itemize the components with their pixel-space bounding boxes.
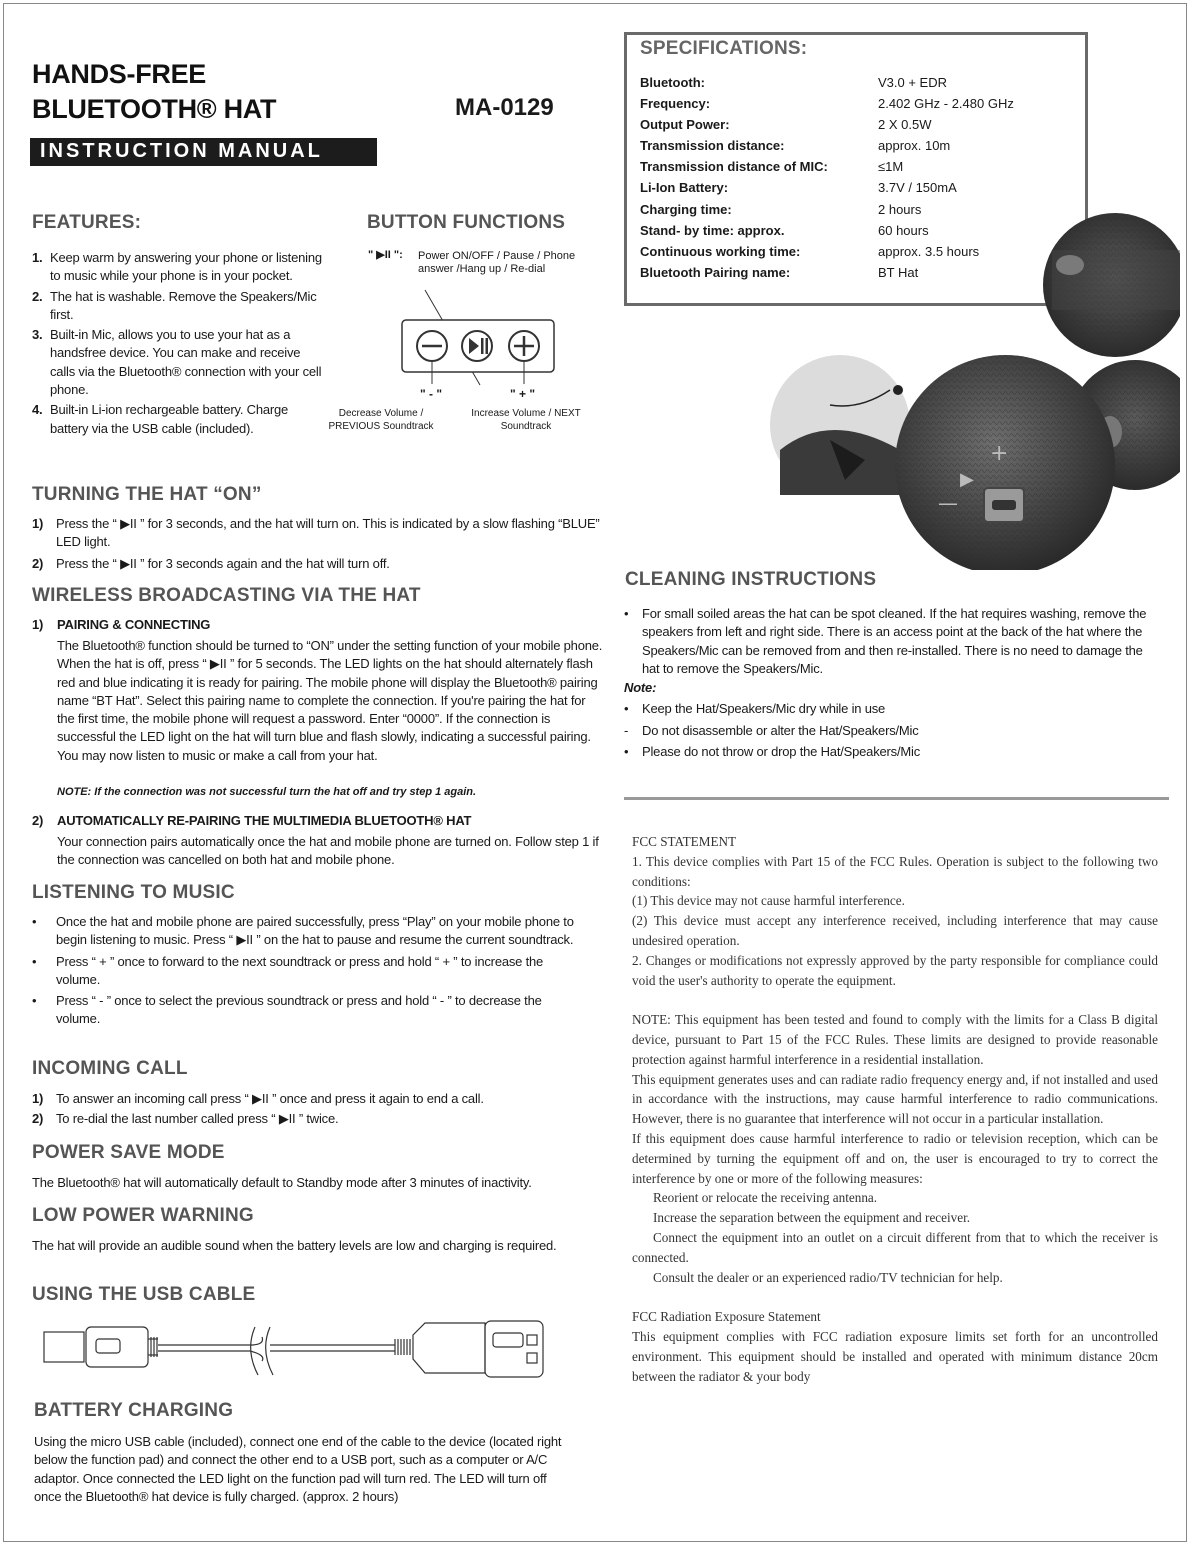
spec-key: Stand- by time: approx. bbox=[640, 222, 785, 238]
spec-value: BT Hat bbox=[878, 264, 919, 280]
model-number: MA-0129 bbox=[455, 94, 554, 121]
fcc-note: This equipment generates uses and can radiate radio frequency energy and, if not installed and used in accordance with the instructions, may cause harmful interference to radio communications. However, there is no guarantee that interference will not occur in a particular installation. bbox=[632, 1071, 1158, 1127]
step-text: Press the “ ▶II ” for 3 seconds, and the hat will turn on. This is indicated by a slow flashing “BLUE” LED light. bbox=[56, 516, 600, 550]
instruction-manual-banner: INSTRUCTION MANUAL bbox=[30, 138, 377, 166]
cleaning-note-item bbox=[624, 700, 1159, 718]
listening-item bbox=[32, 992, 577, 1029]
photo-circle-center bbox=[895, 355, 1115, 570]
fcc-radiation-title: FCC Radiation Exposure Statement bbox=[632, 1309, 821, 1325]
cleaning-note-item bbox=[624, 743, 1159, 761]
play-pause-button bbox=[462, 331, 492, 361]
cleaning-note-text: Do not disassemble or alter the Hat/Speakers/Mic bbox=[642, 722, 919, 738]
cleaning-note-label: Note: bbox=[624, 680, 657, 696]
cleaning-body bbox=[624, 605, 1159, 761]
feature-number: 3. bbox=[32, 327, 43, 343]
play-pause-symbol: " ▶II ": bbox=[368, 249, 403, 261]
spec-key: Charging time: bbox=[640, 201, 732, 217]
listening-text: Press “ + ” once to forward to the next soundtrack or press and hold “ + ” to increase the volume. bbox=[56, 953, 544, 987]
step-number: 2) bbox=[32, 555, 44, 571]
feature-number: 1. bbox=[32, 250, 43, 265]
bullet: • bbox=[624, 606, 629, 621]
micro-usb-connector bbox=[44, 1327, 158, 1367]
features-list bbox=[32, 249, 328, 438]
listening-item bbox=[32, 913, 577, 950]
step-text: To answer an incoming call press “ ▶II ” once and press it again to end a call. bbox=[56, 1091, 484, 1106]
spec-key: Transmission distance: bbox=[640, 138, 785, 154]
spec-row bbox=[640, 72, 1060, 93]
repair-title: AUTOMATICALLY RE-PAIRING THE MULTIMEDIA BLUETOOTH® HAT bbox=[57, 813, 472, 828]
fcc-title: FCC STATEMENT bbox=[632, 834, 737, 849]
step-number: 1) bbox=[32, 516, 44, 531]
cable-right bbox=[270, 1345, 395, 1351]
dash: - bbox=[624, 722, 629, 738]
photo-circle-top bbox=[1043, 213, 1180, 357]
plus-button bbox=[509, 331, 539, 361]
cleaning-main-item bbox=[624, 605, 1159, 678]
fcc-measure: Reorient or relocate the receiving antenna. bbox=[653, 1190, 878, 1206]
spec-value: approx. 10m bbox=[878, 138, 951, 154]
fcc-measure: Increase the separation between the equipment and receiver. bbox=[653, 1210, 971, 1226]
incoming-list bbox=[32, 1090, 607, 1129]
cleaning-heading: CLEANING INSTRUCTIONS bbox=[625, 569, 877, 590]
section-divider bbox=[624, 797, 1169, 800]
feature-item bbox=[32, 401, 328, 438]
fcc-paragraph: 2. Changes or modifications not expressly approved by the party responsible for compliance could void the user's authority to operate the equipment. bbox=[632, 952, 1158, 988]
incoming-heading: INCOMING CALL bbox=[32, 1058, 188, 1079]
cable-left bbox=[158, 1337, 263, 1361]
hat-product-photo bbox=[770, 210, 1180, 570]
spec-key: Transmission distance of MIC: bbox=[640, 159, 828, 175]
spec-row bbox=[640, 135, 1060, 156]
feature-text: Built-in Mic, allows you to use your hat as a handsfree device. You can make and receive calls via the Bluetooth® connection with your cell phone. bbox=[50, 327, 322, 398]
battery-heading: BATTERY CHARGING bbox=[34, 1400, 234, 1421]
spec-key: Frequency: bbox=[640, 96, 711, 112]
turning-on-step bbox=[32, 515, 607, 552]
low-power-heading: LOW POWER WARNING bbox=[32, 1205, 254, 1226]
svg-text:▶: ▶ bbox=[960, 469, 974, 490]
play-pause-description: Power ON/OFF / Pause / Phone answer /Hang up / Re-dial bbox=[418, 250, 576, 275]
power-save-heading: POWER SAVE MODE bbox=[32, 1142, 225, 1163]
title-line-1: HANDS-FREE bbox=[32, 59, 207, 89]
repair-text: Your connection pairs automatically once the hat and mobile phone are turned on. Follow step 1 if the connection was cancelled on both hat and mobile phone. bbox=[57, 834, 599, 868]
listening-item bbox=[32, 953, 577, 990]
wireless-heading: WIRELESS BROADCASTING VIA THE HAT bbox=[32, 585, 421, 606]
feature-item bbox=[32, 288, 328, 325]
minus-description: Decrease Volume / PREVIOUS Soundtrack bbox=[328, 408, 434, 432]
step-text: To re-dial the last number called press “ ▶II ” twice. bbox=[56, 1111, 339, 1127]
step-text: Press the “ ▶II ” for 3 seconds again and the hat will turn off. bbox=[56, 555, 390, 571]
plus-description: Increase Volume / NEXT Soundtrack bbox=[471, 408, 581, 432]
spec-value: V3.0 + EDR bbox=[878, 75, 948, 90]
bullet: • bbox=[32, 914, 37, 929]
specifications-heading: SPECIFICATIONS: bbox=[640, 38, 808, 59]
pairing-text: The Bluetooth® function should be turned to “ON” under the setting function of your mobile phone. When the hat is off, press “ ▶II ” for 5 seconds. The LED lights on the hat should alternately flash red and blue indicating it is ready for pairing. The mobile phone will display the Bluetooth® pairing name “BT Hat”. Select this pairing name to complete the connection. If you're pairing the hat for the first time, the mobile phone will request a password. Enter “0000”. If the connection is successful the LED light on the hat will turn blue and flash slowly, indicating a successful pairing. You may now listen to music or make a call from your hat. bbox=[57, 638, 603, 763]
usb-heading: USING THE USB CABLE bbox=[32, 1284, 256, 1305]
svg-text:+: + bbox=[990, 441, 1009, 466]
fcc-measure: Connect the equipment into an outlet on a circuit different from that to which the receiver is connected. bbox=[632, 1229, 1158, 1265]
features-heading: FEATURES: bbox=[32, 212, 142, 233]
minus-symbol: " - " bbox=[420, 387, 443, 401]
spec-value: 2 hours bbox=[878, 201, 922, 217]
fcc-note: NOTE: This equipment has been tested and found to comply with the limits for a Class B digital device, pursuant to Part 15 of the FCC Rules. These limits are designed to provide reasonable protection against harmful interference in a residential installation. bbox=[632, 1012, 1158, 1067]
turning-on-step bbox=[32, 555, 607, 573]
battery-text: Using the micro USB cable (included), connect one end of the cable to the device (located right below the function pad) and connect the other end to a USB port, such as a computer or A/C adaptor. Once connected the LED light on the function pad will turn red. The LED will turn off once the Bluetooth® hat device is fully charged. (approx. 2 hours) bbox=[34, 1434, 562, 1504]
incoming-item bbox=[32, 1110, 607, 1128]
listening-text: Once the hat and mobile phone are paired successfully, press “Play” on your mobile phone to begin listening to music. Press “ ▶II ” on the hat to pause and resume the current soundtrack. bbox=[56, 914, 574, 948]
fcc-measure: Consult the dealer or an experienced radio/TV technician for help. bbox=[653, 1269, 1003, 1285]
spec-value: approx. 3.5 hours bbox=[878, 243, 980, 259]
feature-item bbox=[32, 326, 328, 399]
pairing-note: NOTE: If the connection was not successful turn the hat off and try step 1 again. bbox=[57, 786, 477, 798]
fcc-statement bbox=[632, 832, 1158, 1386]
spec-row bbox=[640, 114, 1060, 135]
fcc-note: If this equipment does cause harmful interference to radio or television reception, which can be determined by turning the equipment off and on, the user is encouraged to try to correct the interference by one or more of the following measures: bbox=[632, 1130, 1158, 1186]
fcc-paragraph: 1. This device complies with Part 15 of the FCC Rules. Operation is subject to the following two conditions: bbox=[632, 853, 1158, 889]
pairing-step-number: 1) bbox=[32, 617, 44, 632]
listening-heading: LISTENING TO MUSIC bbox=[32, 882, 235, 903]
bullet: • bbox=[32, 953, 37, 969]
listening-list bbox=[32, 913, 577, 1029]
fcc-paragraph: (2) This device must accept any interference received, including interference that may cause undesired operation. bbox=[632, 913, 1158, 948]
feature-text: Built-in Li-ion rechargeable battery. Charge battery via the USB cable (included). bbox=[50, 402, 289, 436]
spec-value: 3.7V / 150mA bbox=[878, 180, 957, 196]
cable-break bbox=[251, 1327, 273, 1375]
bullet: • bbox=[624, 701, 629, 717]
turning-on-list bbox=[32, 515, 607, 573]
bullet: • bbox=[624, 744, 629, 760]
pairing-title: PAIRING & CONNECTING bbox=[57, 617, 211, 632]
fcc-radiation-text: This equipment complies with FCC radiation exposure limits set forth for an uncontrolled environment. This equipment should be installed and operated with minimum distance 20cm between the radiator & your body bbox=[632, 1328, 1158, 1384]
turning-on-heading: TURNING THE HAT “ON” bbox=[32, 484, 262, 505]
spec-key: Li-Ion Battery: bbox=[640, 180, 729, 196]
listening-text: Press “ - ” once to select the previous soundtrack or press and hold “ - ” to decrease the volume. bbox=[56, 993, 542, 1027]
feature-number: 2. bbox=[32, 288, 43, 304]
plus-symbol: " + " bbox=[510, 387, 536, 401]
spec-key: Bluetooth Pairing name: bbox=[640, 264, 791, 280]
spec-row bbox=[640, 156, 1060, 177]
spec-key: Output Power: bbox=[640, 117, 730, 133]
step-number: 1) bbox=[32, 1091, 44, 1106]
cleaning-note-item bbox=[624, 722, 1159, 740]
spec-row bbox=[640, 93, 1060, 114]
minus-button bbox=[417, 331, 447, 361]
spec-key: Bluetooth: bbox=[640, 75, 705, 90]
usb-cable-diagram bbox=[30, 1315, 560, 1390]
svg-text:—: — bbox=[938, 491, 958, 515]
title-line-2: BLUETOOTH® HAT bbox=[32, 94, 277, 124]
spec-key: Continuous working time: bbox=[640, 243, 801, 259]
feature-number: 4. bbox=[32, 402, 43, 418]
spec-value: 60 hours bbox=[878, 222, 929, 238]
cleaning-main-text: For small soiled areas the hat can be spot cleaned. If the hat requires washing, remove the speakers from left and right side. There is an access point at the back of the hat where the Speakers/Mic can be removed from and then re-installed. There is no need to damage the hat to remove the Speakers/Mic. bbox=[642, 606, 1147, 676]
feature-text: Keep warm by answering your phone or listening to music while your phone is in your pocket. bbox=[50, 250, 322, 284]
cleaning-note-text: Keep the Hat/Speakers/Mic dry while in use bbox=[642, 701, 886, 717]
power-save-text: The Bluetooth® hat will automatically default to Standby mode after 3 minutes of inactivity. bbox=[32, 1175, 532, 1190]
step-number: 2) bbox=[32, 1111, 44, 1127]
spec-value: 2 X 0.5W bbox=[878, 117, 932, 133]
incoming-item bbox=[32, 1090, 607, 1108]
repair-step-number: 2) bbox=[32, 813, 44, 828]
spec-value: ≤1M bbox=[878, 159, 904, 175]
spec-value: 2.402 GHz - 2.480 GHz bbox=[878, 96, 1014, 112]
low-power-text: The hat will provide an audible sound when the battery levels are low and charging is required. bbox=[32, 1238, 557, 1253]
cleaning-note-text: Please do not throw or drop the Hat/Speakers/Mic bbox=[642, 744, 920, 760]
button-functions-heading: BUTTON FUNCTIONS bbox=[367, 212, 566, 233]
usb-a-connector bbox=[395, 1321, 543, 1377]
button-pad-diagram bbox=[330, 280, 590, 420]
bullet: • bbox=[32, 993, 37, 1009]
photo-circle-left bbox=[770, 355, 910, 495]
fcc-paragraph: (1) This device may not cause harmful interference. bbox=[632, 893, 905, 909]
feature-item bbox=[32, 249, 328, 286]
spec-row bbox=[640, 177, 1060, 198]
feature-text: The hat is washable. Remove the Speakers/Mic first. bbox=[50, 288, 317, 322]
